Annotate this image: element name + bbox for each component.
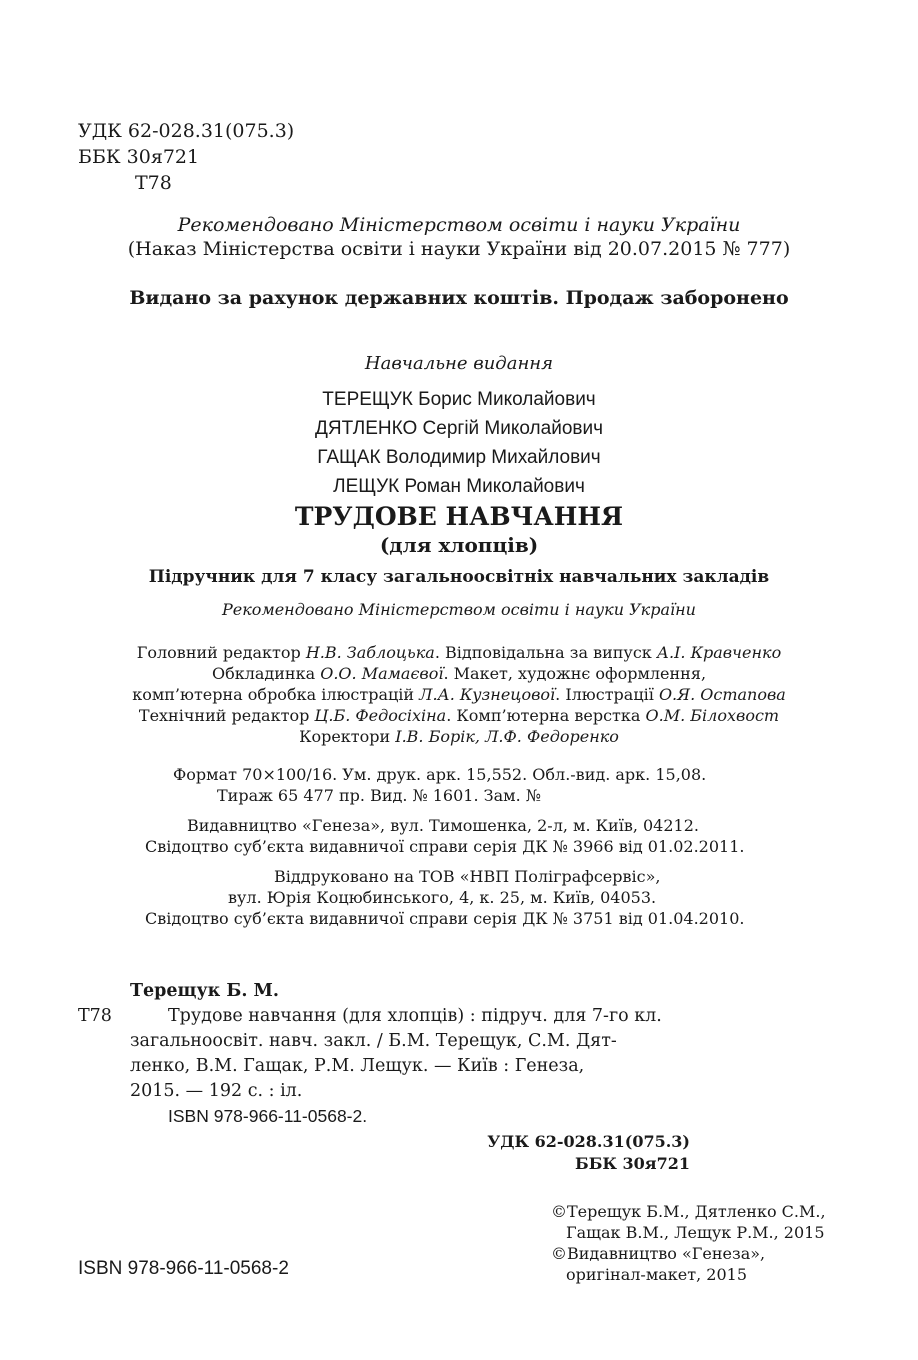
- card-udk: УДК 62-028.31(075.3): [487, 1132, 690, 1151]
- cover-label: Обкладинка: [211, 664, 321, 683]
- card-line-2: загальноосвіт. навч. закл. / Б.М. Терещук, С.М. Дят-: [130, 1031, 617, 1051]
- author-name: ДЯТЛЕНКО Сергій Миколайович: [314, 418, 603, 439]
- typesetting-label: . Комп’ютерна верстка: [446, 706, 646, 725]
- copyright-line-3: ©Видавництво «Генеза»,: [551, 1244, 766, 1263]
- print-specs-line-1: Формат 70×100/16. Ум. друк. арк. 15,552. Обл.-вид. арк. 15,08.: [173, 765, 707, 784]
- proofreaders-label: Коректори: [299, 727, 396, 746]
- book-description: Підручник для 7 класу загальноосвітніх навчальних закладів: [148, 567, 770, 587]
- bottom-isbn: ISBN 978-966-11-0568-2: [78, 1258, 289, 1279]
- publisher-line-2: Свідоцтво суб’єкта видавничої справи серія ДК № 3966 від 01.02.2011.: [145, 837, 745, 856]
- illustrator: О.Я. Остапова: [658, 685, 786, 704]
- credits-line: [0, 642, 918, 663]
- credits-line: [0, 663, 918, 684]
- processing-label: комп’ютерна обробка ілюстрацій: [132, 685, 420, 704]
- credits-line: [0, 705, 918, 726]
- book-subtitle: (для хлопців): [379, 533, 539, 557]
- copyright-line-4: оригінал-макет, 2015: [566, 1265, 748, 1284]
- chief-editor-label: Головний редактор: [136, 643, 306, 662]
- processing-person: Л.А. Кузнецової: [419, 685, 556, 704]
- credits-block: [0, 642, 918, 747]
- proofreaders: І.В. Борік, Л.Ф. Федоренко: [395, 727, 619, 746]
- credits-line: [0, 684, 918, 705]
- card-author: Терещук Б. М.: [130, 981, 279, 1001]
- responsible-person: А.І. Кравченко: [656, 643, 782, 662]
- cover-designer: О.О. Мамаєвої: [320, 664, 444, 683]
- publisher-line-1: Видавництво «Генеза», вул. Тимошенка, 2-л, м. Київ, 04212.: [187, 816, 699, 835]
- copyright-line-2: Гащак В.М., Лещук Р.М., 2015: [566, 1223, 825, 1242]
- recommendation-line-1: Рекомендовано Міністерством освіти і науки України: [177, 214, 741, 236]
- bbk-code: ББК 30я721: [78, 146, 200, 168]
- illustrations-label: . Ілюстрації: [555, 685, 659, 704]
- copyright-line-1: ©Терещук Б.М., Дятленко С.М.,: [551, 1202, 826, 1221]
- author-mark: Т78: [135, 172, 172, 194]
- card-isbn: ISBN 978-966-11-0568-2.: [168, 1106, 368, 1126]
- copyright-block: [551, 1201, 826, 1285]
- tech-editor: Ц.Б. Федосіхіна: [314, 706, 447, 725]
- typesetter: О.М. Білохвост: [645, 706, 780, 725]
- author-list: [0, 385, 918, 501]
- edition-type: Навчальне видання: [364, 353, 554, 374]
- chief-editor: Н.В. Заблоцька: [305, 643, 435, 662]
- author-name: ТЕРЕЩУК Борис Миколайович: [322, 389, 596, 410]
- book-title: ТРУДОВЕ НАВЧАННЯ: [294, 502, 624, 531]
- credits-line: [0, 726, 918, 747]
- udk-code: УДК 62-028.31(075.3): [78, 120, 295, 142]
- printer-line-1: Віддруковано на ТОВ «НВП Поліграфсервіс»,: [274, 867, 661, 886]
- card-line-4: 2015. — 192 с. : іл.: [130, 1081, 303, 1101]
- print-specs-line-2: Тираж 65 477 пр. Вид. № 1601. Зам. №: [217, 786, 541, 805]
- printer-line-2: вул. Юрія Коцюбинського, 4, к. 25, м. Київ, 04053.: [228, 888, 657, 907]
- card-code: Т78: [78, 1006, 112, 1026]
- card-line-1: Трудове навчання (для хлопців) : підруч. для 7-го кл.: [168, 1006, 662, 1026]
- author-name: ЛЕЩУК Роман Миколайович: [333, 476, 585, 497]
- funding-notice: Видано за рахунок державних коштів. Продаж заборонено: [129, 287, 789, 309]
- recommendation-short: Рекомендовано Міністерством освіти і науки України: [222, 600, 696, 619]
- responsible-label: . Відповідальна за випуск: [434, 643, 657, 662]
- author-name: ГАЩАК Володимир Михайлович: [317, 447, 601, 468]
- recommendation-line-2: (Наказ Міністерства освіти і науки України від 20.07.2015 № 777): [127, 238, 791, 260]
- card-line-3: ленко, В.М. Гащак, Р.М. Лещук. — Київ : Генеза,: [130, 1056, 585, 1076]
- tech-editor-label: Технічний редактор: [138, 706, 315, 725]
- card-bbk: ББК 30я721: [575, 1154, 690, 1173]
- printer-line-3: Свідоцтво суб’єкта видавничої справи серія ДК № 3751 від 01.04.2010.: [145, 909, 745, 928]
- layout-label: . Макет, художнє оформлення,: [443, 664, 707, 683]
